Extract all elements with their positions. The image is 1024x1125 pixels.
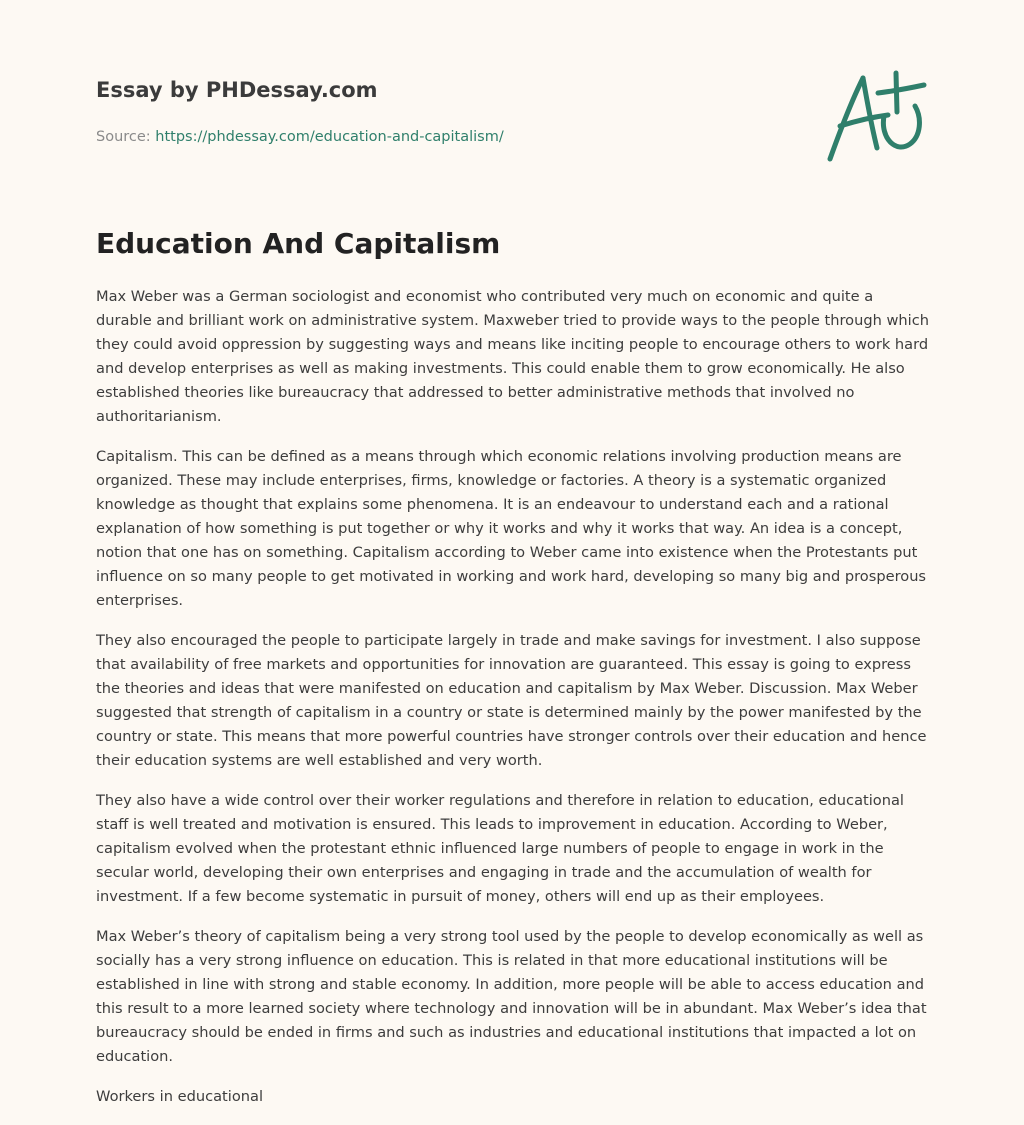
essay-paragraph: They also encouraged the people to participate largely in trade and make savings for investment. I also suppose that availability of free markets and opportunities for innovation are guaranteed. This essay is going to express the theories and ideas that were manifested on education and capitalism by Max Weber. Discussion. Max Weber suggested that strength of capitalism in a country or state is determined mainly by the power manifested by the country or state. This means that more powerful countries have stronger controls over their education and hence their education systems are well established and very worth. bbox=[96, 632, 927, 769]
source-link[interactable]: https://phdessay.com/education-and-capitalism/ bbox=[155, 129, 504, 145]
source-label: Source: bbox=[96, 129, 156, 145]
essay-title: Education And Capitalism bbox=[96, 227, 501, 260]
site-brand: Essay by PHDessay.com bbox=[96, 78, 378, 102]
source-line bbox=[96, 127, 796, 147]
essay-paragraph: Workers in educational bbox=[96, 1088, 264, 1105]
essay-paragraph: Max Weber’s theory of capitalism being a very strong tool used by the people to develop economically as well as socially has a very strong influence on education. This is related in that more educational institutions will be established in line with strong and stable economy. In addition, more people will be able to access education and this result to a more learned society where technology and innovation will be in abundant. Max Weber’s idea that bureaucracy should be ended in firms and such as industries and educational institutions that impacted a lot on education. bbox=[96, 928, 927, 1065]
essay-paragraph: Capitalism. This can be defined as a means through which economic relations involving production means are organized. These may include enterprises, firms, knowledge or factories. A theory is a systematic organized knowledge as thought that explains some phenomena. It is an endeavour to understand each and a rational explanation of how something is put together or why it works and why it works that way. An idea is a concept, notion that one has on something. Capitalism according to Weber came into existence when the Protestants put influence on so many people to get motivated in working and work hard, developing so many big and prosperous enterprises. bbox=[96, 448, 927, 609]
essay-paragraph: Max Weber was a German sociologist and economist who contributed very much on economic and quite a durable and brilliant work on administrative system. Maxweber tried to provide ways to the people through which they could avoid oppression by suggesting ways and means like inciting people to encourage others to work hard and develop enterprises as well as making investments. This could enable them to grow economically. He also established theories like bureaucracy that addressed to better administrative methods that involved no authoritarianism. bbox=[96, 288, 930, 425]
essay-body bbox=[96, 285, 932, 1125]
page-header bbox=[96, 76, 796, 147]
essay-paragraph: They also have a wide control over their worker regulations and therefore in relation to education, educational staff is well treated and motivation is ensured. This leads to improvement in education. According to Weber, capitalism evolved when the protestant ethnic influenced large numbers of people to engage in work in the secular world, developing their own enterprises and engaging in trade and the accumulation of wealth for investment. If a few become systematic in pursuit of money, others will end up as their employees. bbox=[96, 792, 904, 905]
a-plus-logo-icon bbox=[818, 66, 930, 166]
